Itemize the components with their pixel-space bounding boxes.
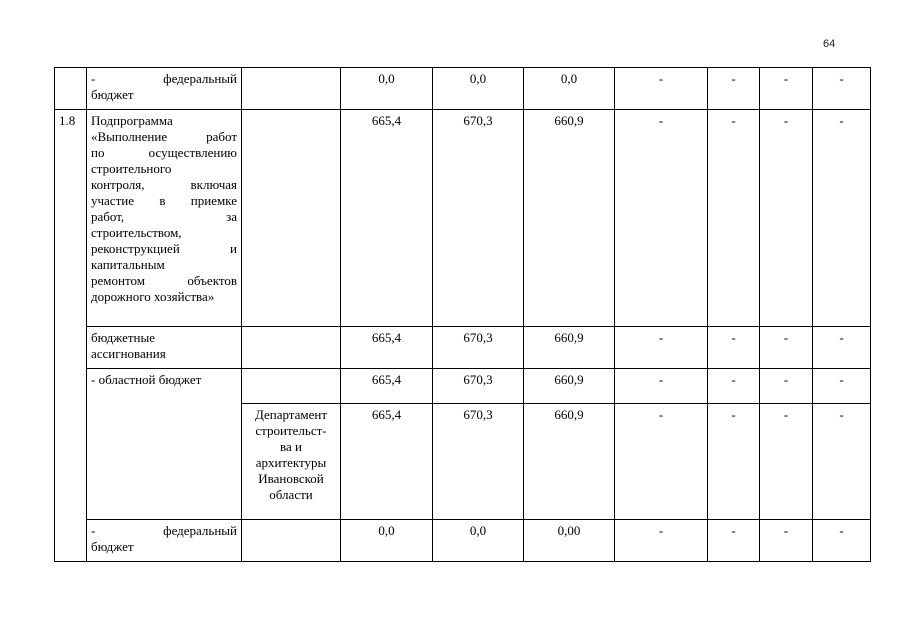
row-number [55, 68, 87, 110]
table-row [55, 68, 871, 110]
row-name-line: ассигнования [91, 346, 166, 361]
dash-cell: - [615, 327, 708, 369]
dash-cell: - [813, 110, 871, 327]
row-name-line: дорожного хозяйства» [91, 289, 215, 304]
row-executor [242, 520, 341, 562]
row-name [87, 327, 242, 369]
row-number: 1.8 [55, 110, 87, 562]
value-cell: 0,00 [524, 520, 615, 562]
dash-cell: - [760, 110, 813, 327]
row-name [87, 369, 242, 520]
value-cell: 665,4 [341, 404, 433, 520]
row-executor [242, 404, 341, 520]
dash-cell: - [708, 110, 760, 327]
value-cell: 665,4 [341, 369, 433, 404]
row-name-line: Подпрограмма [91, 113, 173, 128]
dash-cell: - [615, 369, 708, 404]
dash-cell: - [760, 520, 813, 562]
row-name [87, 520, 242, 562]
table-row [55, 369, 871, 404]
dash-cell: - [813, 369, 871, 404]
row-name-line: строительного [91, 161, 172, 176]
dash-cell: - [615, 404, 708, 520]
row-name-line: по осуществлению [91, 145, 237, 160]
value-cell: 0,0 [524, 68, 615, 110]
dash-cell: - [708, 327, 760, 369]
dash-cell: - [813, 68, 871, 110]
row-name-line: участие в приемке [91, 193, 237, 208]
executor-line: области [269, 487, 313, 502]
dash-cell: - [813, 327, 871, 369]
dash-cell: - [813, 520, 871, 562]
value-cell: 660,9 [524, 369, 615, 404]
dash-cell: - [708, 404, 760, 520]
row-name-line: реконструкцией и [91, 241, 237, 256]
row-name [87, 110, 242, 327]
page-number: 64 [823, 38, 836, 50]
dash-cell: - [760, 369, 813, 404]
executor-line: Ивановской [258, 471, 324, 486]
dash-cell: - [708, 68, 760, 110]
row-name-line: строительством, [91, 225, 182, 240]
row-name-line: - федеральный [91, 71, 237, 86]
row-name [87, 68, 242, 110]
executor-line: Департамент [254, 407, 328, 422]
value-cell: 0,0 [341, 520, 433, 562]
value-cell: 0,0 [433, 68, 524, 110]
executor-line: строительст- [255, 423, 327, 438]
value-cell: 665,4 [341, 110, 433, 327]
row-executor [242, 110, 341, 327]
value-cell: 670,3 [433, 369, 524, 404]
row-name-line: бюджет [91, 539, 134, 554]
row-executor [242, 68, 341, 110]
dash-cell: - [615, 520, 708, 562]
value-cell: 0,0 [341, 68, 433, 110]
row-executor [242, 369, 341, 404]
value-cell: 665,4 [341, 327, 433, 369]
table-row [55, 520, 871, 562]
dash-cell: - [708, 520, 760, 562]
value-cell: 0,0 [433, 520, 524, 562]
row-name-line: бюджет [91, 87, 134, 102]
row-name-line: капитальным [91, 257, 165, 272]
dash-cell: - [615, 110, 708, 327]
budget-table [54, 67, 871, 562]
row-executor [242, 327, 341, 369]
value-cell: 660,9 [524, 327, 615, 369]
executor-line: архитектуры [255, 455, 327, 470]
row-name-line: - федеральный [91, 523, 237, 538]
dash-cell: - [708, 369, 760, 404]
row-name-line: ремонтом объектов [91, 273, 237, 288]
row-name-line: контроля, включая [91, 177, 237, 192]
value-cell: 660,9 [524, 404, 615, 520]
table-row [55, 327, 871, 369]
dash-cell: - [813, 404, 871, 520]
row-name-line: - областной бюджет [91, 372, 202, 387]
dash-cell: - [760, 404, 813, 520]
row-name-line: «Выполнение работ [91, 129, 237, 144]
dash-cell: - [760, 68, 813, 110]
dash-cell: - [760, 327, 813, 369]
value-cell: 670,3 [433, 110, 524, 327]
value-cell: 660,9 [524, 110, 615, 327]
value-cell: 670,3 [433, 327, 524, 369]
dash-cell: - [615, 68, 708, 110]
table-row [55, 110, 871, 327]
row-name-line: работ, за [91, 209, 237, 224]
row-name-line: бюджетные [91, 330, 156, 345]
executor-line: ва и [280, 439, 302, 454]
value-cell: 670,3 [433, 404, 524, 520]
